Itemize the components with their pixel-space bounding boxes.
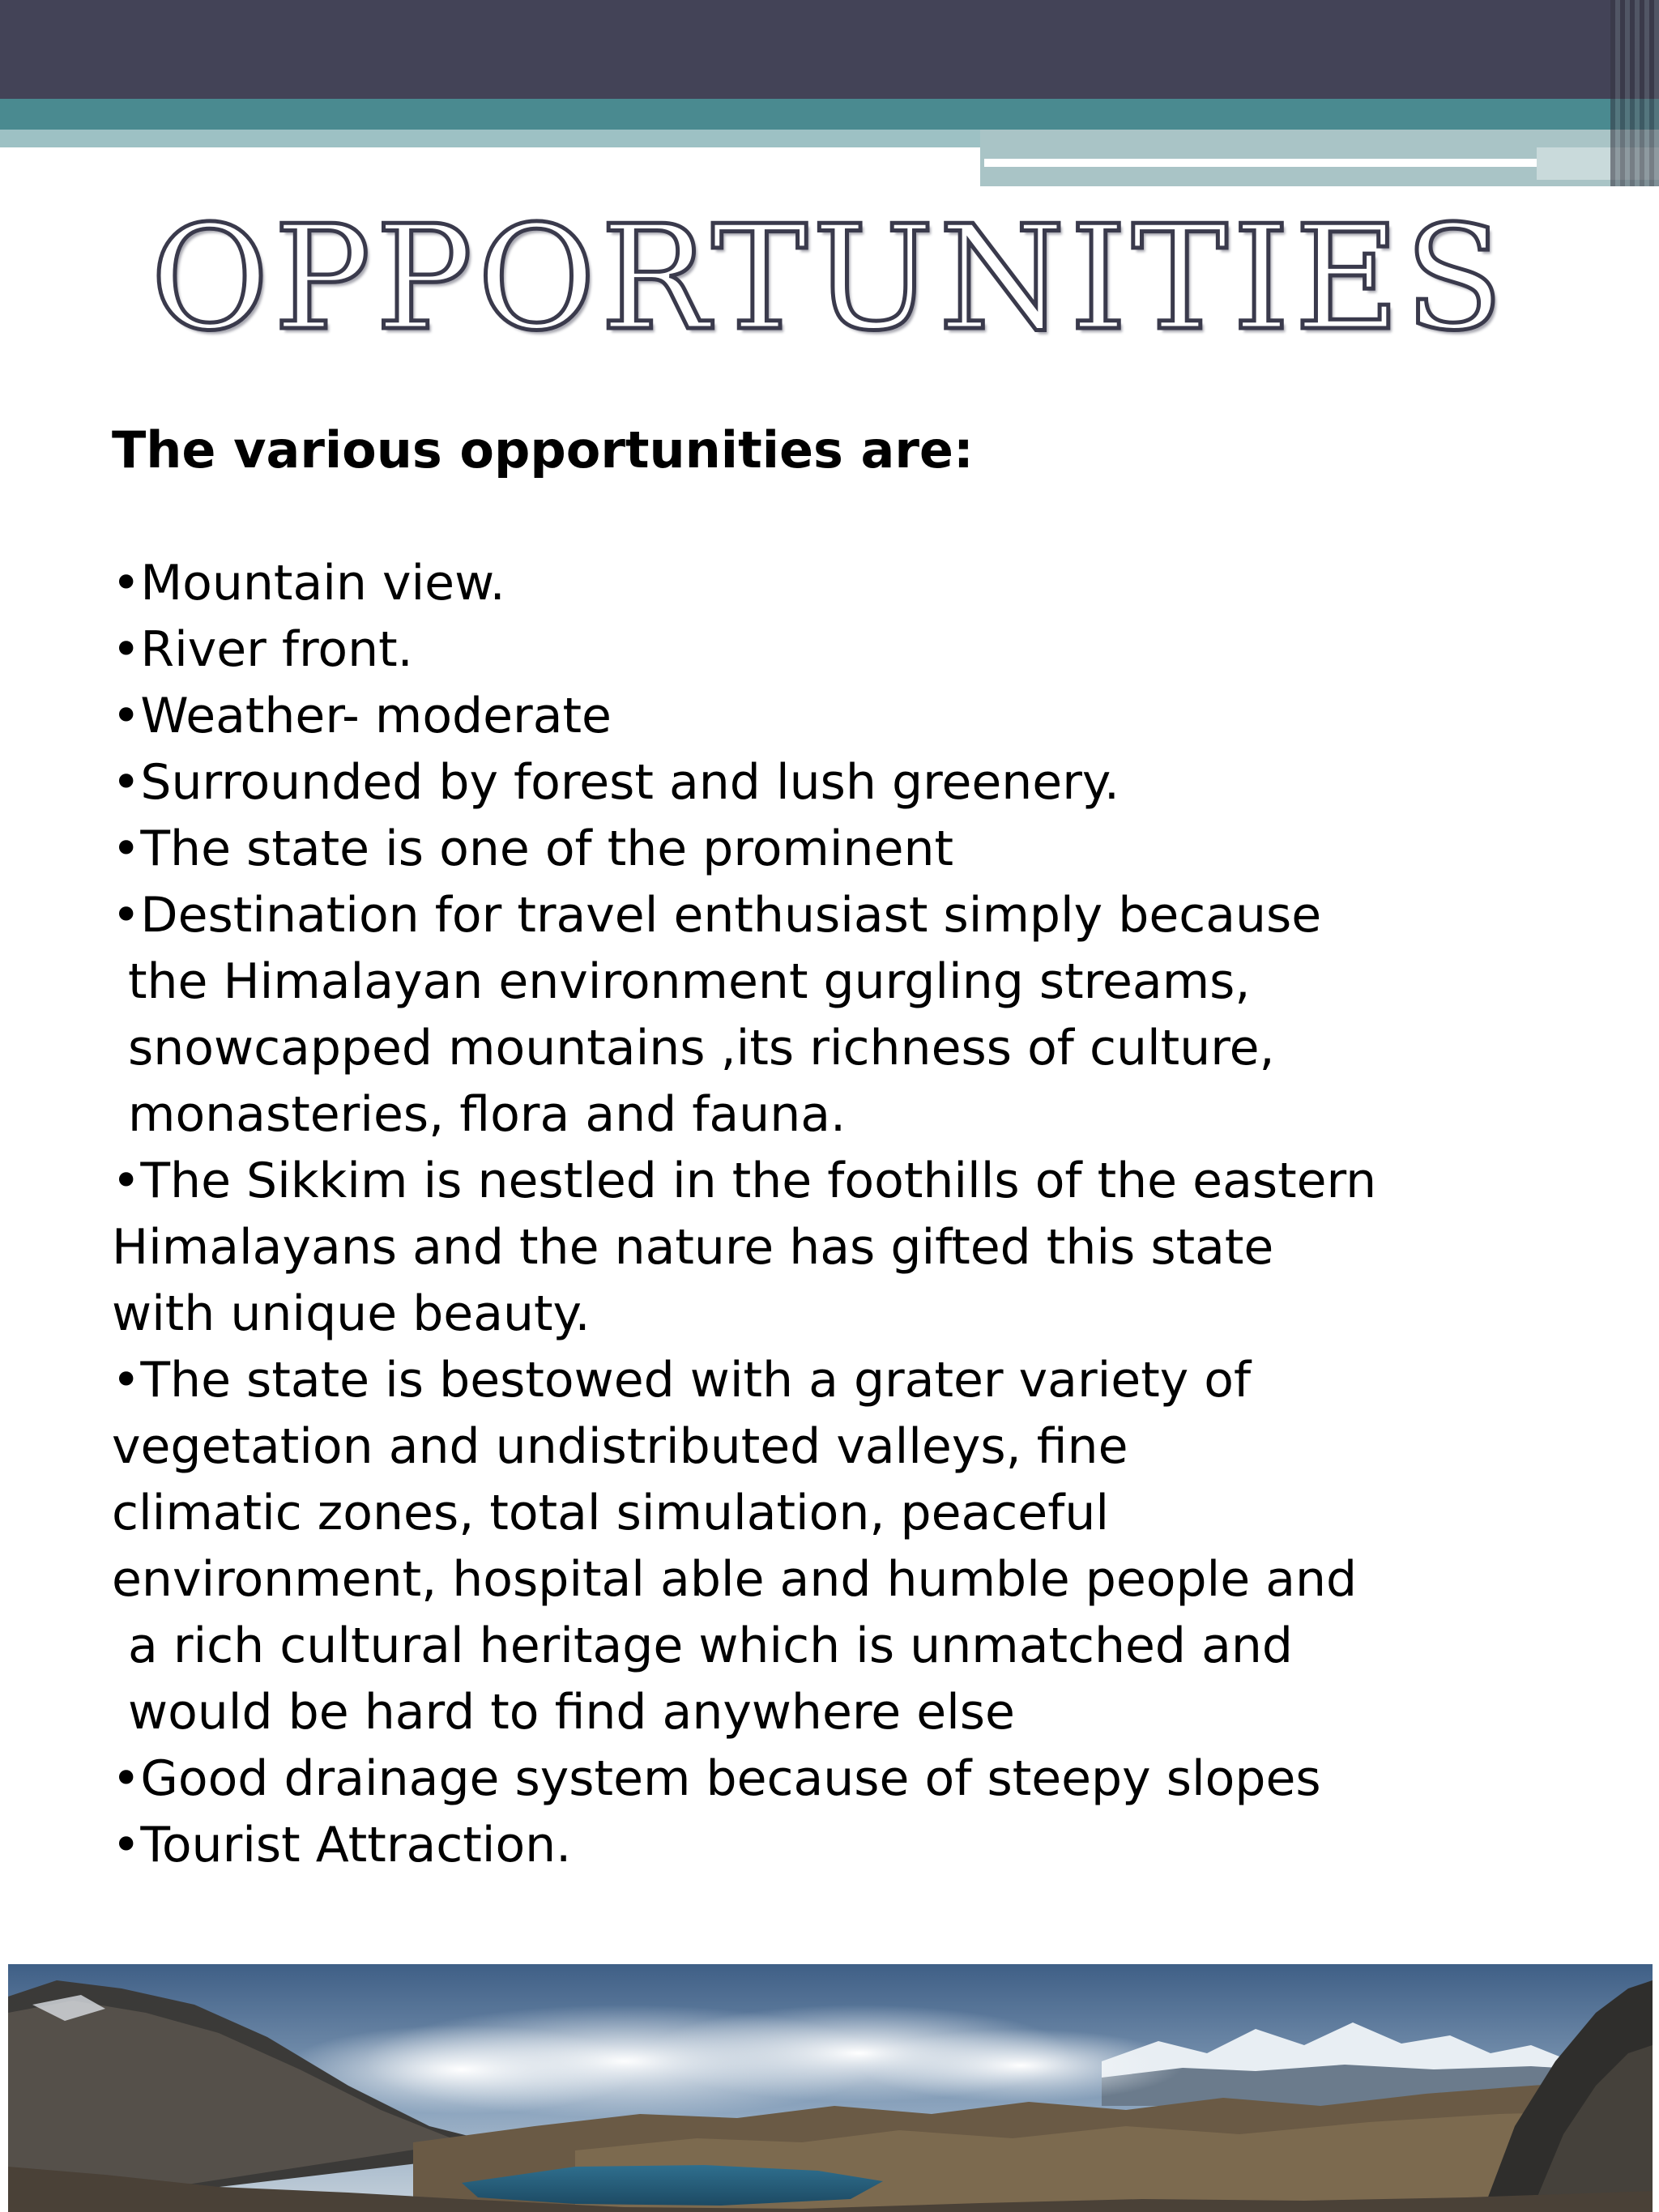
bullet-line: climatic zones, total simulation, peaceful — [112, 1485, 1110, 1541]
intro-text: The various opportunities are: — [112, 420, 974, 479]
bullet-item — [112, 1148, 1610, 1347]
bullet-line: vegetation and undistributed valleys, fine — [112, 1418, 1128, 1475]
bullet-line: •The Sikkim is nestled in the foothills of the eastern — [112, 1153, 1377, 1209]
slide-content — [112, 417, 1610, 1878]
bullet-item — [112, 683, 1610, 749]
bullet-line: a rich cultural heritage which is unmatched and — [128, 1617, 1293, 1674]
bullet-line: environment, hospital able and humble people and — [112, 1551, 1358, 1608]
bullet-line: •Weather- moderate — [112, 688, 612, 744]
bullet-line: Himalayans and the nature has gifted this state — [112, 1219, 1274, 1276]
bullet-line: •Good drainage system because of steepy slopes — [112, 1750, 1321, 1807]
bullet-line: monasteries, flora and fauna. — [128, 1086, 847, 1143]
bullet-item — [112, 749, 1610, 816]
bullet-line: •Surrounded by forest and lush greenery. — [112, 754, 1120, 811]
bullet-item — [112, 816, 1610, 882]
header-teal-band — [0, 99, 1659, 130]
bullet-line: •Mountain view. — [112, 555, 505, 612]
bullet-line: •The state is one of the prominent — [112, 820, 954, 877]
bullet-line: •The state is bestowed with a grater variety of — [112, 1352, 1252, 1409]
bullet-line: snowcapped mountains ,its richness of culture, — [128, 1020, 1275, 1076]
header-white-line — [984, 159, 1537, 167]
bullet-item — [112, 1347, 1610, 1745]
bullet-line: •Tourist Attraction. — [112, 1817, 572, 1873]
mountain-landscape-image — [8, 1964, 1653, 2212]
bullet-line: with unique beauty. — [112, 1285, 591, 1342]
bullet-line: would be hard to find anywhere else — [128, 1684, 1015, 1741]
header-stripes — [1610, 0, 1659, 186]
bullet-item — [112, 550, 1610, 616]
bullet-line: •River front. — [112, 621, 413, 678]
bullet-line: •Destination for travel enthusiast simply because — [112, 887, 1322, 944]
header-dark-band — [0, 0, 1659, 99]
bullet-item — [112, 1745, 1610, 1812]
header-light-band — [0, 130, 980, 147]
page-title: OPPORTUNITIES — [150, 194, 1508, 362]
bullet-item — [112, 1812, 1610, 1878]
bullet-item — [112, 882, 1610, 1148]
header-decoration — [0, 0, 1659, 186]
bullet-item — [112, 616, 1610, 683]
bullet-line: the Himalayan environment gurgling streams, — [128, 953, 1251, 1010]
